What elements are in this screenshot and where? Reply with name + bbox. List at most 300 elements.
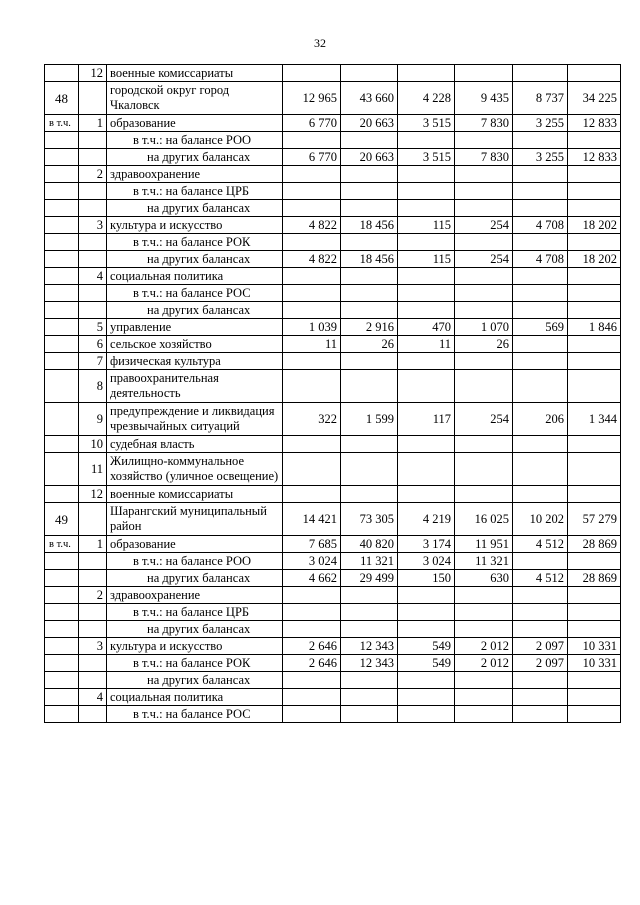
row-number-cell (79, 570, 107, 587)
value-cell (513, 200, 568, 217)
value-cell: 2 012 (455, 638, 513, 655)
table-row (45, 234, 621, 251)
value-cell: 12 833 (568, 115, 621, 132)
value-cell: 20 663 (341, 149, 398, 166)
value-cell (455, 587, 513, 604)
row-code-cell (45, 132, 79, 149)
row-number-cell: 7 (79, 353, 107, 370)
row-name-cell: в т.ч.: на балансе РОО (107, 553, 283, 570)
row-code-cell (45, 183, 79, 200)
value-cell: 254 (455, 251, 513, 268)
value-cell: 322 (283, 403, 341, 436)
budget-table-body (45, 65, 621, 723)
value-cell (283, 65, 341, 82)
budget-table (44, 64, 621, 723)
value-cell: 3 024 (283, 553, 341, 570)
row-code-cell: 49 (45, 503, 79, 536)
value-cell: 569 (513, 319, 568, 336)
row-code-cell (45, 486, 79, 503)
value-cell: 10 331 (568, 655, 621, 672)
value-cell: 7 830 (455, 149, 513, 166)
row-number-cell (79, 655, 107, 672)
value-cell (455, 621, 513, 638)
value-cell (568, 268, 621, 285)
value-cell (568, 672, 621, 689)
row-name-cell: в т.ч.: на балансе РОС (107, 706, 283, 723)
value-cell (398, 302, 455, 319)
value-cell: 11 (398, 336, 455, 353)
value-cell (341, 183, 398, 200)
row-number-cell: 11 (79, 453, 107, 486)
value-cell (398, 604, 455, 621)
value-cell (455, 200, 513, 217)
value-cell (513, 166, 568, 183)
row-code-cell (45, 638, 79, 655)
row-name-cell: в т.ч.: на балансе РОС (107, 285, 283, 302)
value-cell: 4 708 (513, 251, 568, 268)
value-cell: 470 (398, 319, 455, 336)
row-name-cell: на других балансах (107, 200, 283, 217)
row-number-cell (79, 503, 107, 536)
row-name-cell: управление (107, 319, 283, 336)
value-cell: 9 435 (455, 82, 513, 115)
value-cell (455, 436, 513, 453)
value-cell (513, 302, 568, 319)
table-row (45, 370, 621, 403)
table-row (45, 638, 621, 655)
value-cell: 73 305 (341, 503, 398, 536)
row-number-cell: 4 (79, 268, 107, 285)
table-row (45, 604, 621, 621)
value-cell (398, 65, 455, 82)
value-cell (568, 453, 621, 486)
value-cell (283, 486, 341, 503)
value-cell (398, 268, 455, 285)
value-cell (398, 436, 455, 453)
row-name-cell: военные комиссариаты (107, 65, 283, 82)
value-cell (283, 166, 341, 183)
row-number-cell: 3 (79, 638, 107, 655)
value-cell (513, 436, 568, 453)
value-cell (398, 183, 455, 200)
value-cell (568, 183, 621, 200)
row-name-cell: физическая культура (107, 353, 283, 370)
value-cell: 4 708 (513, 217, 568, 234)
value-cell (283, 370, 341, 403)
table-row (45, 436, 621, 453)
row-code-cell (45, 353, 79, 370)
row-number-cell: 8 (79, 370, 107, 403)
value-cell: 115 (398, 251, 455, 268)
value-cell (341, 621, 398, 638)
value-cell: 1 070 (455, 319, 513, 336)
row-name-cell: на других балансах (107, 149, 283, 166)
value-cell: 3 515 (398, 149, 455, 166)
value-cell: 2 916 (341, 319, 398, 336)
row-name-cell: здравоохранение (107, 587, 283, 604)
value-cell: 3 255 (513, 149, 568, 166)
value-cell (341, 234, 398, 251)
row-code-cell: в т.ч. (45, 115, 79, 132)
value-cell (568, 604, 621, 621)
row-code-cell (45, 65, 79, 82)
value-cell (455, 132, 513, 149)
row-code-cell (45, 336, 79, 353)
value-cell: 18 456 (341, 217, 398, 234)
value-cell (341, 453, 398, 486)
table-row (45, 689, 621, 706)
value-cell: 4 822 (283, 251, 341, 268)
value-cell (513, 183, 568, 200)
row-number-cell: 6 (79, 336, 107, 353)
row-number-cell (79, 672, 107, 689)
value-cell (513, 453, 568, 486)
value-cell: 11 321 (455, 553, 513, 570)
row-number-cell: 4 (79, 689, 107, 706)
value-cell (398, 200, 455, 217)
value-cell (513, 370, 568, 403)
value-cell: 18 202 (568, 217, 621, 234)
value-cell (341, 166, 398, 183)
row-number-cell: 2 (79, 587, 107, 604)
value-cell (513, 621, 568, 638)
row-name-cell: культура и искусство (107, 217, 283, 234)
value-cell (283, 268, 341, 285)
table-row (45, 706, 621, 723)
table-row (45, 132, 621, 149)
value-cell: 4 228 (398, 82, 455, 115)
row-code-cell (45, 251, 79, 268)
row-code-cell (45, 587, 79, 604)
table-row (45, 268, 621, 285)
value-cell (568, 132, 621, 149)
value-cell: 4 512 (513, 536, 568, 553)
table-row (45, 285, 621, 302)
row-number-cell: 10 (79, 436, 107, 453)
value-cell: 549 (398, 638, 455, 655)
value-cell: 28 869 (568, 570, 621, 587)
value-cell: 254 (455, 403, 513, 436)
value-cell: 150 (398, 570, 455, 587)
value-cell (568, 553, 621, 570)
value-cell (568, 166, 621, 183)
value-cell: 6 770 (283, 149, 341, 166)
value-cell (513, 689, 568, 706)
value-cell (568, 621, 621, 638)
row-number-cell: 2 (79, 166, 107, 183)
row-number-cell (79, 251, 107, 268)
value-cell (455, 353, 513, 370)
row-code-cell (45, 672, 79, 689)
row-number-cell (79, 82, 107, 115)
row-name-cell: здравоохранение (107, 166, 283, 183)
row-name-cell: судебная власть (107, 436, 283, 453)
row-name-cell: городской округ город Чкаловск (107, 82, 283, 115)
value-cell (283, 200, 341, 217)
value-cell (513, 353, 568, 370)
value-cell (398, 285, 455, 302)
value-cell: 3 515 (398, 115, 455, 132)
value-cell (341, 353, 398, 370)
value-cell (283, 183, 341, 200)
value-cell (568, 706, 621, 723)
table-row (45, 336, 621, 353)
value-cell: 14 421 (283, 503, 341, 536)
row-name-cell: военные комиссариаты (107, 486, 283, 503)
table-row (45, 65, 621, 82)
value-cell (513, 604, 568, 621)
value-cell: 3 255 (513, 115, 568, 132)
table-row (45, 353, 621, 370)
value-cell: 1 344 (568, 403, 621, 436)
value-cell: 1 846 (568, 319, 621, 336)
value-cell: 2 012 (455, 655, 513, 672)
row-code-cell (45, 200, 79, 217)
table-row (45, 621, 621, 638)
row-name-cell: предупреждение и ликвидация чрезвычайных ситуаций (107, 403, 283, 436)
row-name-cell: в т.ч.: на балансе РОО (107, 132, 283, 149)
value-cell (455, 302, 513, 319)
value-cell (283, 672, 341, 689)
value-cell (341, 370, 398, 403)
table-row (45, 486, 621, 503)
row-code-cell (45, 706, 79, 723)
value-cell (341, 436, 398, 453)
value-cell (398, 353, 455, 370)
value-cell (513, 486, 568, 503)
value-cell: 4 512 (513, 570, 568, 587)
page-number: 32 (314, 36, 326, 50)
value-cell: 16 025 (455, 503, 513, 536)
row-number-cell (79, 285, 107, 302)
value-cell: 630 (455, 570, 513, 587)
value-cell: 549 (398, 655, 455, 672)
row-name-cell: образование (107, 536, 283, 553)
value-cell: 7 830 (455, 115, 513, 132)
table-row (45, 672, 621, 689)
value-cell (455, 706, 513, 723)
value-cell (513, 285, 568, 302)
value-cell: 11 (283, 336, 341, 353)
table-row (45, 149, 621, 166)
value-cell: 10 202 (513, 503, 568, 536)
row-number-cell: 3 (79, 217, 107, 234)
value-cell (513, 65, 568, 82)
value-cell (568, 436, 621, 453)
table-row (45, 403, 621, 436)
value-cell (455, 285, 513, 302)
value-cell: 12 965 (283, 82, 341, 115)
value-cell (568, 65, 621, 82)
value-cell (398, 587, 455, 604)
row-name-cell: Шарангский муниципальный район (107, 503, 283, 536)
value-cell (341, 486, 398, 503)
row-code-cell (45, 166, 79, 183)
row-code-cell (45, 319, 79, 336)
value-cell (398, 706, 455, 723)
value-cell: 11 951 (455, 536, 513, 553)
value-cell (455, 604, 513, 621)
row-name-cell: на других балансах (107, 672, 283, 689)
value-cell: 8 737 (513, 82, 568, 115)
value-cell: 115 (398, 217, 455, 234)
value-cell (283, 621, 341, 638)
value-cell (398, 370, 455, 403)
row-code-cell (45, 268, 79, 285)
table-row (45, 503, 621, 536)
table-row (45, 655, 621, 672)
table-row (45, 302, 621, 319)
row-number-cell (79, 200, 107, 217)
value-cell: 6 770 (283, 115, 341, 132)
value-cell (513, 587, 568, 604)
value-cell (283, 604, 341, 621)
row-number-cell: 5 (79, 319, 107, 336)
row-code-cell (45, 149, 79, 166)
value-cell: 254 (455, 217, 513, 234)
row-code-cell (45, 436, 79, 453)
row-name-cell: в т.ч.: на балансе ЦРБ (107, 604, 283, 621)
row-code-cell: 48 (45, 82, 79, 115)
row-name-cell: культура и искусство (107, 638, 283, 655)
value-cell (341, 706, 398, 723)
value-cell (341, 604, 398, 621)
row-name-cell: Жилищно-коммунальное хозяйство (уличное освещение) (107, 453, 283, 486)
row-number-cell (79, 132, 107, 149)
value-cell (398, 453, 455, 486)
value-cell: 29 499 (341, 570, 398, 587)
row-name-cell: на других балансах (107, 570, 283, 587)
table-row (45, 82, 621, 115)
value-cell (513, 336, 568, 353)
value-cell (513, 706, 568, 723)
table-row (45, 183, 621, 200)
row-code-cell: в т.ч. (45, 536, 79, 553)
value-cell: 18 202 (568, 251, 621, 268)
value-cell (283, 436, 341, 453)
value-cell (568, 486, 621, 503)
row-code-cell (45, 234, 79, 251)
value-cell: 12 833 (568, 149, 621, 166)
value-cell (398, 166, 455, 183)
row-code-cell (45, 302, 79, 319)
value-cell: 28 869 (568, 536, 621, 553)
value-cell: 3 174 (398, 536, 455, 553)
value-cell (341, 200, 398, 217)
row-code-cell (45, 655, 79, 672)
table-row (45, 217, 621, 234)
value-cell: 7 685 (283, 536, 341, 553)
table-row (45, 553, 621, 570)
value-cell (513, 234, 568, 251)
value-cell: 26 (455, 336, 513, 353)
value-cell: 4 822 (283, 217, 341, 234)
row-name-cell: социальная политика (107, 268, 283, 285)
value-cell (455, 268, 513, 285)
table-row (45, 587, 621, 604)
row-name-cell: социальная политика (107, 689, 283, 706)
value-cell (341, 587, 398, 604)
value-cell (341, 672, 398, 689)
row-number-cell (79, 234, 107, 251)
row-code-cell (45, 217, 79, 234)
value-cell (455, 65, 513, 82)
value-cell (398, 234, 455, 251)
row-code-cell (45, 570, 79, 587)
value-cell: 57 279 (568, 503, 621, 536)
value-cell (455, 689, 513, 706)
value-cell: 2 097 (513, 638, 568, 655)
value-cell (513, 553, 568, 570)
row-code-cell (45, 604, 79, 621)
value-cell (398, 672, 455, 689)
row-name-cell: правоохранительная деятельность (107, 370, 283, 403)
value-cell (455, 183, 513, 200)
value-cell (341, 285, 398, 302)
value-cell (398, 621, 455, 638)
value-cell (455, 672, 513, 689)
value-cell (283, 706, 341, 723)
value-cell: 34 225 (568, 82, 621, 115)
row-code-cell (45, 285, 79, 302)
value-cell (568, 689, 621, 706)
row-number-cell (79, 183, 107, 200)
value-cell: 117 (398, 403, 455, 436)
value-cell: 4 662 (283, 570, 341, 587)
value-cell (568, 285, 621, 302)
row-number-cell: 12 (79, 486, 107, 503)
row-name-cell: в т.ч.: на балансе РОК (107, 655, 283, 672)
value-cell: 40 820 (341, 536, 398, 553)
row-name-cell: образование (107, 115, 283, 132)
value-cell (513, 132, 568, 149)
row-number-cell (79, 621, 107, 638)
value-cell (568, 302, 621, 319)
row-number-cell (79, 149, 107, 166)
value-cell (513, 268, 568, 285)
value-cell: 4 219 (398, 503, 455, 536)
value-cell (455, 166, 513, 183)
value-cell: 11 321 (341, 553, 398, 570)
row-name-cell: в т.ч.: на балансе ЦРБ (107, 183, 283, 200)
table-row (45, 570, 621, 587)
value-cell (568, 353, 621, 370)
table-row (45, 166, 621, 183)
row-code-cell (45, 453, 79, 486)
value-cell (283, 234, 341, 251)
row-number-cell (79, 604, 107, 621)
value-cell (283, 132, 341, 149)
value-cell: 2 646 (283, 638, 341, 655)
value-cell (568, 587, 621, 604)
value-cell (283, 353, 341, 370)
value-cell (283, 285, 341, 302)
value-cell (341, 689, 398, 706)
table-row (45, 115, 621, 132)
value-cell (283, 689, 341, 706)
row-number-cell: 1 (79, 536, 107, 553)
value-cell (398, 132, 455, 149)
value-cell: 43 660 (341, 82, 398, 115)
value-cell: 12 343 (341, 655, 398, 672)
table-row (45, 453, 621, 486)
value-cell: 2 646 (283, 655, 341, 672)
value-cell (283, 453, 341, 486)
value-cell (341, 268, 398, 285)
row-name-cell: на других балансах (107, 621, 283, 638)
value-cell: 10 331 (568, 638, 621, 655)
value-cell (341, 132, 398, 149)
